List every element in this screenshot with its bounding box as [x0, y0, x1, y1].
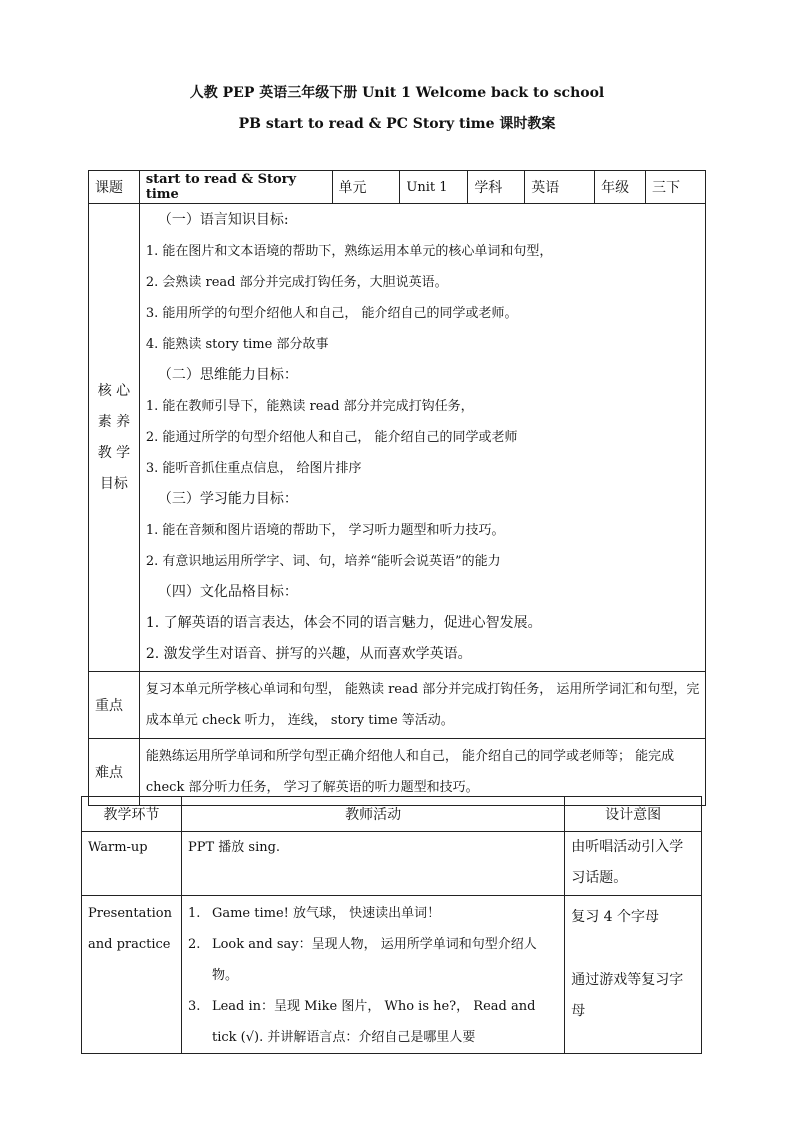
list-item: 1. Game time! 放气球， 快速读出单词！ — [187, 906, 441, 921]
key-points-label: 重点 — [89, 672, 140, 739]
intent-line: 复习 4 个字母 — [571, 909, 660, 925]
goals-side-line: 素 养 — [97, 413, 131, 430]
goal-line: 1. 能在音频和图片语境的帮助下， 学习听力题型和听力技巧。 — [145, 523, 505, 538]
goal-line: 2. 会熟读 read 部分并完成打钩任务，大胆说英语。 — [145, 275, 448, 290]
lesson-info-table — [88, 170, 706, 806]
unit-label: 单元 — [332, 171, 400, 204]
header-activity: 教师活动 — [181, 797, 564, 832]
goal-heading: （四）文化品格目标： — [157, 584, 298, 600]
warmup-activity: PPT 播放 sing. — [181, 832, 564, 896]
goal-line: 1. 能在图片和文本语境的帮助下，熟练运用本单元的核心单词和句型， — [145, 244, 553, 259]
goals-side-line: 教 学 — [97, 444, 131, 461]
goal-heading: （三）学习能力目标： — [157, 491, 298, 507]
list-item: 2. Look and say：呈现人物， 运用所学单词和句型介绍人物。 — [187, 937, 537, 983]
warmup-intent: 由听唱活动引入学习话题。 — [565, 832, 702, 896]
goal-line: 2. 能通过所学的句型介绍他人和自己， 能介绍自己的同学或老师 — [145, 430, 518, 445]
grade-label: 年级 — [595, 171, 646, 204]
key-points-text: 复习本单元所学核心单词和句型， 能熟读 read 部分并完成打钩任务， 运用所学词汇和句型，完成本单元 check 听力， 连线， story time 等活动。 — [139, 672, 705, 739]
warmup-stage: Warm-up — [82, 832, 182, 896]
goal-line: 1. 能在教师引导下，能熟读 read 部分并完成打钩任务， — [145, 399, 474, 414]
goal-line: 3. 能用所学的句型介绍他人和自己， 能介绍自己的同学或老师。 — [145, 306, 518, 321]
goal-line: 4. 能熟读 story time 部分故事 — [145, 337, 329, 352]
goal-heading: （一）语言知识目标: — [157, 212, 289, 228]
list-item: 3. Lead in：呈现 Mike 图片， Who is he?， Read and tick (√). 并讲解语言点：介绍自己是哪里人要 — [187, 999, 536, 1045]
teaching-process-table — [81, 796, 702, 1054]
intent-line: 通过游戏等复习字母 — [571, 972, 684, 1019]
presentation-intent — [565, 896, 702, 1054]
goals-side-line: 核 心 — [97, 382, 131, 399]
goal-heading: （二）思维能力目标： — [157, 367, 298, 383]
goals-side-label — [89, 204, 140, 672]
subject-value: 英语 — [525, 171, 595, 204]
subject-label: 学科 — [468, 171, 525, 204]
grade-value: 三下 — [646, 171, 706, 204]
presentation-activity — [181, 896, 564, 1054]
goals-content — [139, 204, 705, 672]
document-title: 人教 PEP 英语三年级下册 Unit 1 Welcome back to school — [189, 85, 605, 101]
goal-line: 1. 了解英语的语言表达，体会不同的语言魅力，促进心智发展。 — [145, 615, 542, 631]
presentation-stage: Presentation and practice — [82, 896, 182, 1054]
unit-value: Unit 1 — [400, 171, 468, 204]
topic-label: 课题 — [89, 171, 140, 204]
goals-side-line: 目标 — [99, 475, 128, 492]
goal-line: 3. 能听音抓住重点信息， 给图片排序 — [145, 461, 362, 476]
difficulties-text: 能熟练运用所学单词和所学句型正确介绍他人和自己， 能介绍自己的同学或老师等； 能完成 check 部分听力任务， 学习了解英语的听力题型和技巧。 — [139, 739, 705, 806]
document-subtitle: PB start to read & PC Story time 课时教案 — [238, 116, 556, 132]
header-intent: 设计意图 — [565, 797, 702, 832]
topic-value: start to read & Story time — [139, 171, 332, 204]
header-stage: 教学环节 — [82, 797, 182, 832]
goal-line: 2. 激发学生对语音、拼写的兴趣，从而喜欢学英语。 — [145, 646, 472, 662]
goal-line: 2. 有意识地运用所学字、词、句，培养“能听会说英语”的能力 — [145, 554, 501, 569]
difficulties-label: 难点 — [89, 739, 140, 806]
